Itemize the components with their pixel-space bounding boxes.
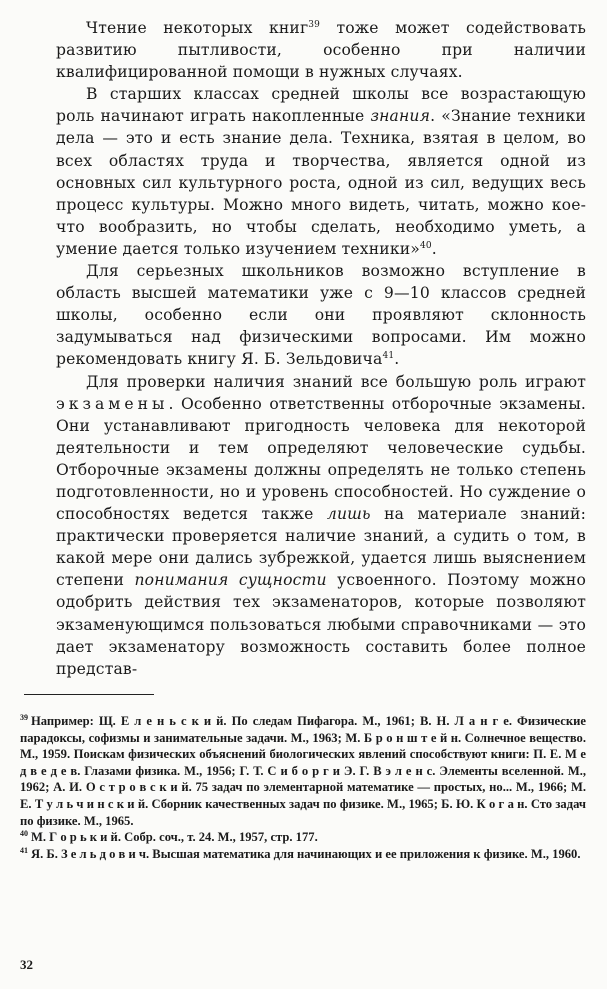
footnote-ref-40: 40 <box>419 240 432 251</box>
footnote-39: $^{39}$ Например: Щ. Е л е н ь с к и й. По следам Пифагора. М., 1961; В. Н. Л а н г е. Физические парадоксы, софизмы и занимательные задачи. М., 1963; М. Б р о н ш т е й н. Солнечное вещество. М., 1959. Поискам физических объяснений биологических явлений способствуют книги: П. Е. М е д в е д е в. Глазами физика. М., 1956; Г. Т. С и б о р г и Э. Г. В э л е н с. Элементы вселенной. М., 1962; А. И. О с т р о в с к и й. 75 задач по элементарной математике — простых, но... М., 1966; М. Е. Т у л ь ч и н с к и й. Сборник качественных задач по физике. М., 1965; Б. Ю. К о г а н. Сто задач по физике. М., 1965. <box>20 712 586 828</box>
footnotes <box>20 713 586 862</box>
footnote-ref-41: 41 <box>382 351 395 362</box>
paragraph-3: Для серьезных школьников возможно вступление в область высшей математики уже с 9—10 классов средней школы, особенно если они проявляют склонность задумываться над физическими вопросами. Им можно рекомендовать книгу Я. Б. Зельдовича$^{41}$. <box>56 262 586 369</box>
emphasis-ponimaniya: понимания сущности <box>134 571 327 590</box>
page-number: 32 <box>20 957 33 972</box>
spaced-ekzameny: экзамены <box>56 394 169 413</box>
main-text <box>56 17 586 680</box>
paragraph-2: В старших классах средней школы все возрастающую роль начинают играть накопленные знания. «Знание техники дела — это и есть знание дела. Техника, взятая в целом, во всех областях труда и творчества, является одной из основных сил культурного роста, одной из сил, ведущих весь процесс культуры. Можно много видеть, читать, можно кое-что вообразить, но чтобы сделать, необходимо уметь, а умение дается только изучением техники»$^{40}$. <box>56 85 586 258</box>
paragraph-1: Чтение некоторых книг$^{39}$ тоже может содействовать развитию пытливости, особенно при наличии квалифицированной помощи в нужных случаях. <box>56 19 586 82</box>
paragraph-4: Для проверки наличия знаний все большую роль играют экзамены. Особенно ответственны отборочные экзамены. Они устанавливают пригодность человека для некоторой деятельности и тем определяют человеческие судьбы. Отборочные экзамены должны определять не только степень подготовленности, но и уровень способностей. Но суждение о способностях ведется также лишь на материале знаний: практически проверяется наличие знаний, а судить о том, в какой мере они дались зубрежкой, удается лишь выяснением степени понимания сущности усвоенного. Поэтому можно одобрить действия тех экзаменаторов, которые позволяют экзаменующимся пользоваться любыми справочниками — это дает экзаменатору возможность составить более полное представ- <box>56 372 587 678</box>
footnote-divider <box>24 694 154 695</box>
footnote-ref-39: 39 <box>308 19 321 30</box>
emphasis-znaniya: знания <box>370 107 431 126</box>
footnote-40: $^{40}$ М. Г о р ь к и й. Собр. соч., т. 24. М., 1957, стр. 177. <box>20 828 318 845</box>
emphasis-lish: лишь <box>326 505 371 524</box>
footnote-41: $^{41}$ Я. Б. З е л ь д о в и ч. Высшая математика для начинающих и ее приложения к физике. М., 1960. <box>20 845 581 861</box>
